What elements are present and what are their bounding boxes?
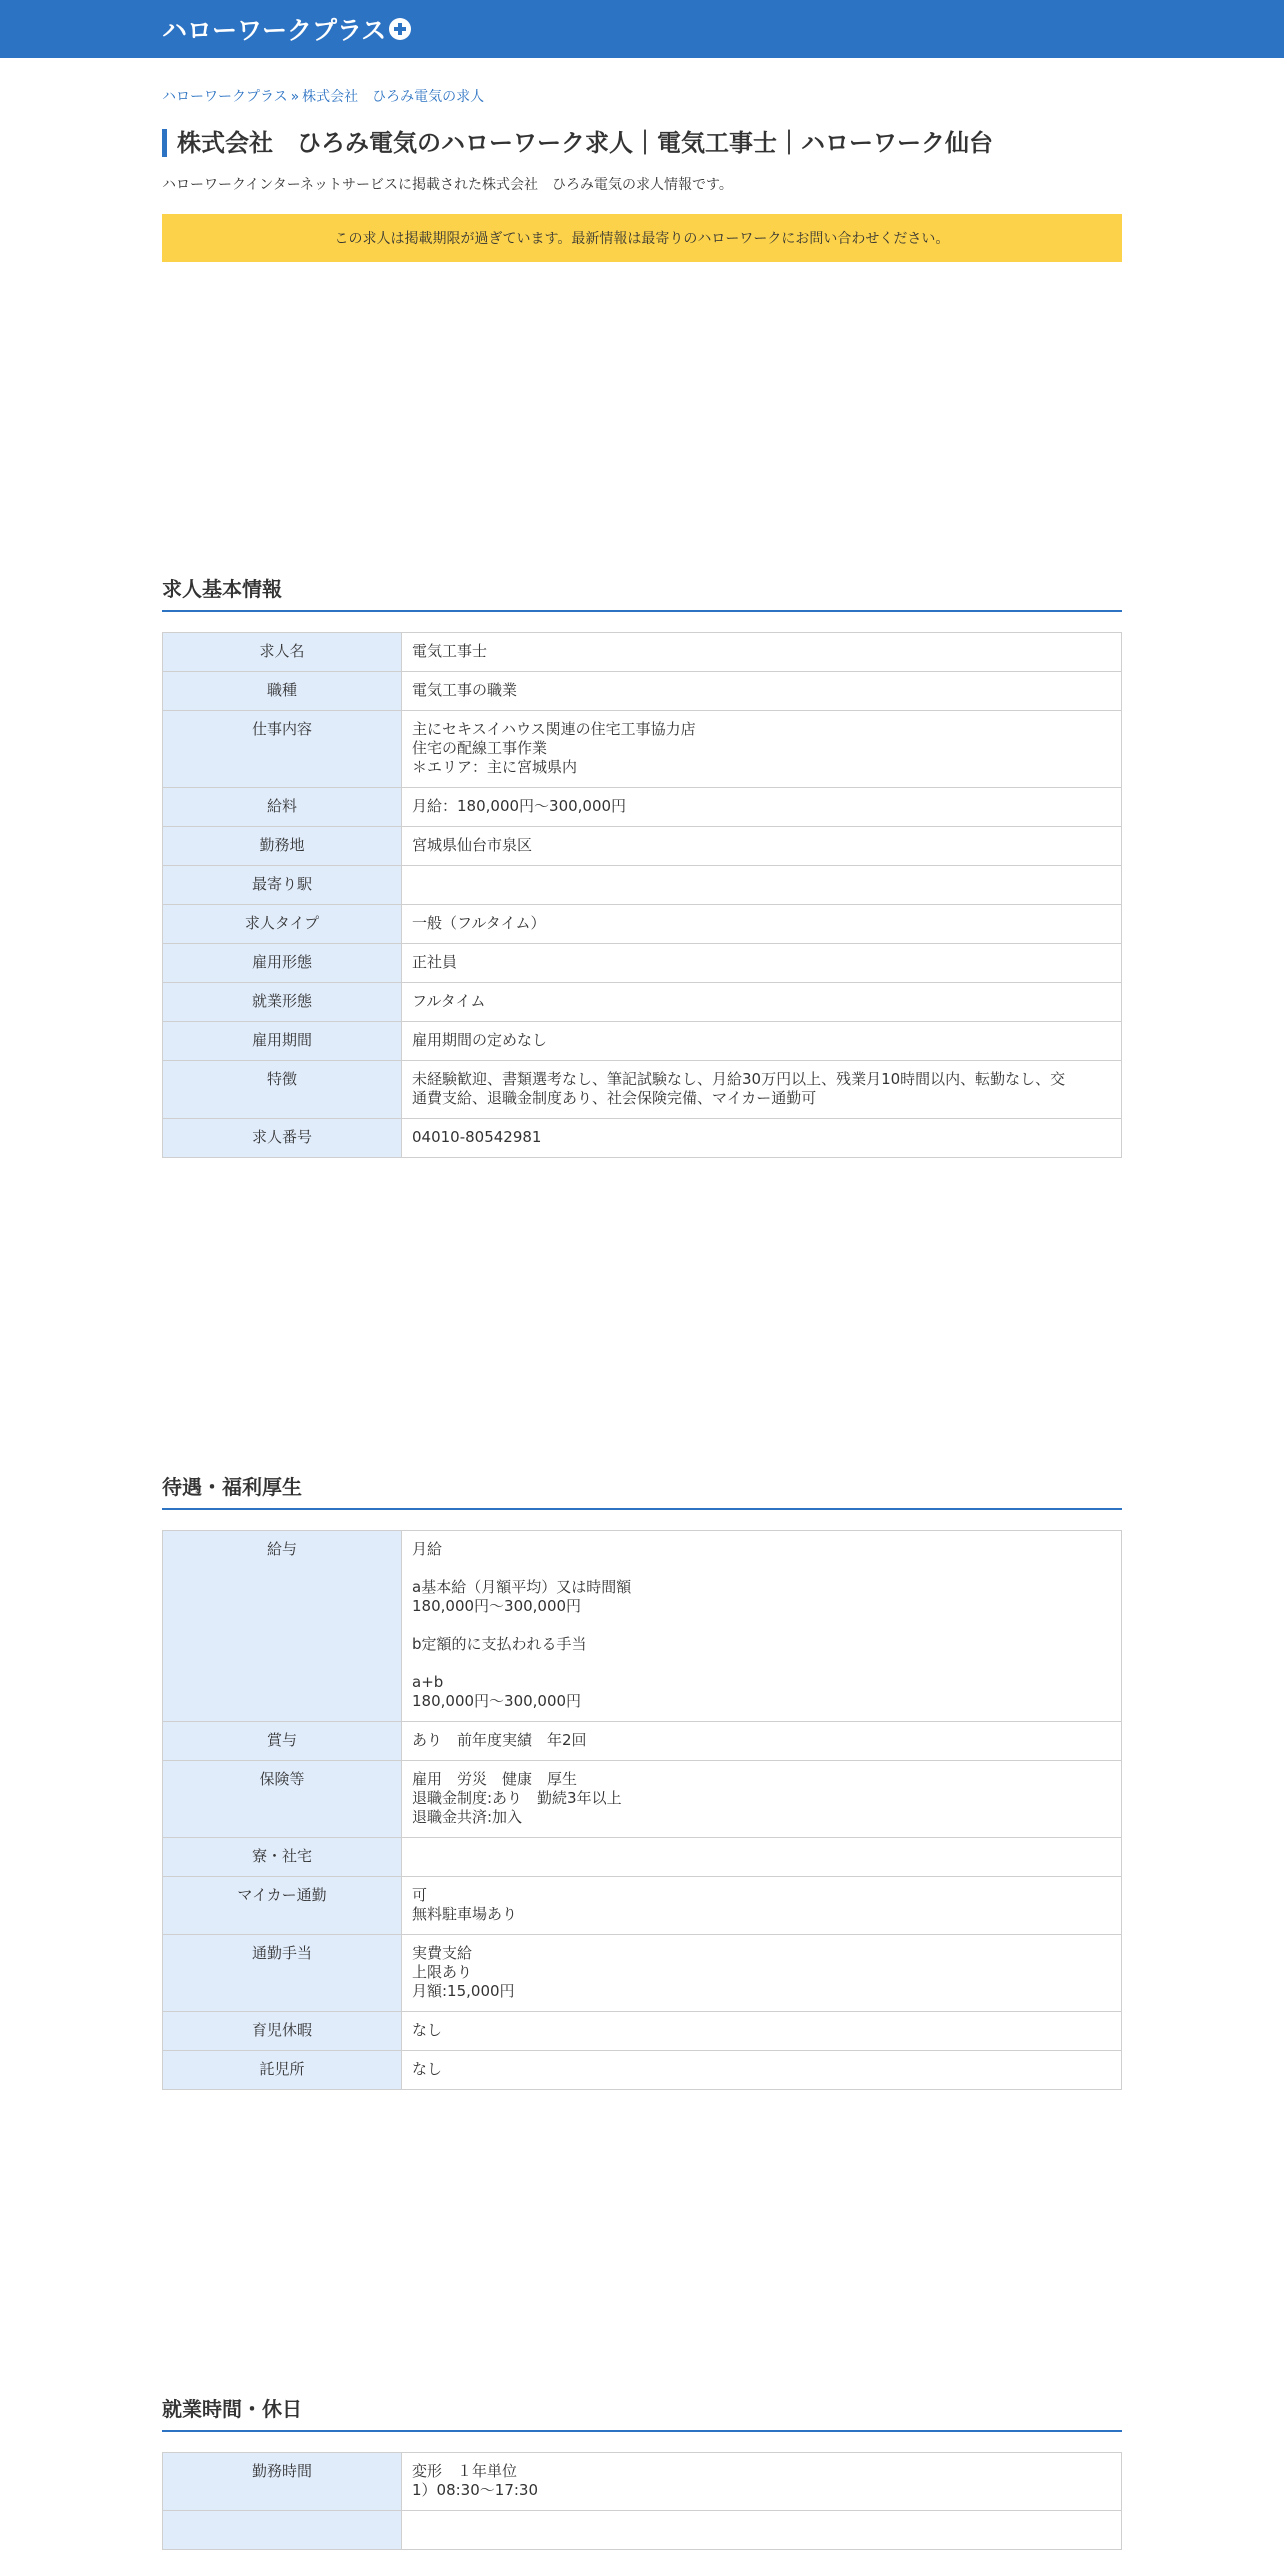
table-row [163, 944, 1122, 983]
value-line: 雇用期間の定めなし [412, 1031, 548, 1049]
value-line: 1）08:30～17:30 [412, 2481, 538, 2499]
site-header [0, 0, 1284, 58]
row-value [402, 2051, 1122, 2090]
table-row [163, 983, 1122, 1022]
row-label: 給料 [163, 788, 402, 827]
value-line [412, 1559, 1111, 1578]
row-label: 仕事内容 [163, 711, 402, 788]
value-line: 電気工事士 [412, 642, 488, 660]
value-line: 正社員 [412, 953, 458, 971]
table-row [163, 1722, 1122, 1761]
row-label: 特徴 [163, 1061, 402, 1119]
row-value [402, 711, 1122, 788]
row-label: 勤務時間 [163, 2453, 402, 2511]
row-label: マイカー通勤 [163, 1877, 402, 1935]
row-label: 最寄り駅 [163, 866, 402, 905]
section-title-hours: 就業時間・休日 [162, 2396, 1122, 2432]
table-row [163, 827, 1122, 866]
row-value [402, 788, 1122, 827]
value-line: 月給：180,000円～300,000円 [412, 797, 627, 815]
row-value [402, 1022, 1122, 1061]
value-line [412, 1654, 1111, 1673]
row-value [402, 2012, 1122, 2051]
table-row [163, 1935, 1122, 2012]
row-value [402, 1838, 1122, 1877]
row-value [402, 1531, 1122, 1722]
breadcrumb-home-link[interactable]: ハローワークプラス [162, 89, 288, 105]
table-row [163, 1022, 1122, 1061]
row-label: 雇用形態 [163, 944, 402, 983]
hours-info-table [162, 2452, 1122, 2550]
value-line: 可 [412, 1886, 428, 1904]
value-line: 04010-80542981 [412, 1128, 542, 1146]
value-line: あり 前年度実績 年2回 [412, 1731, 587, 1749]
value-line: 通費支給、退職金制度あり、社会保険完備、マイカー通勤可 [412, 1089, 817, 1107]
row-value [402, 866, 1122, 905]
value-line [412, 875, 1111, 894]
page-lead-text: ハローワークインターネットサービスに掲載された株式会社 ひろみ電気の求人情報です。 [162, 177, 733, 193]
main-content [162, 87, 1122, 2550]
value-line: 180,000円～300,000円 [412, 1597, 582, 1615]
row-label: 求人番号 [163, 1119, 402, 1158]
table-row [163, 1838, 1122, 1877]
row-label: 託児所 [163, 2051, 402, 2090]
row-label: 育児休暇 [163, 2012, 402, 2051]
row-value [402, 1722, 1122, 1761]
value-line: なし [412, 2060, 443, 2078]
table-row [163, 2012, 1122, 2051]
row-value [402, 1761, 1122, 1838]
row-label: 賞与 [163, 1722, 402, 1761]
row-value [402, 2453, 1122, 2511]
row-value [402, 672, 1122, 711]
table-row [163, 866, 1122, 905]
row-value [402, 1119, 1122, 1158]
value-line: 未経験歓迎、書類選考なし、筆記試験なし、月給30万円以上、残業月10時間以内、転勤なし、交 [412, 1070, 1066, 1088]
row-label: 勤務地 [163, 827, 402, 866]
table-row [163, 2453, 1122, 2511]
breadcrumb [162, 87, 1122, 107]
basic-info-table [162, 632, 1122, 1158]
value-line: 上限あり [412, 1963, 473, 1981]
row-label: 職種 [163, 672, 402, 711]
table-row [163, 788, 1122, 827]
value-line: 雇用 労災 健康 厚生 [412, 1770, 578, 1788]
plus-circle-icon [389, 18, 411, 40]
row-value [402, 944, 1122, 983]
row-label: 求人タイプ [163, 905, 402, 944]
breadcrumb-separator: » [290, 89, 300, 105]
value-line: 宮城県仙台市泉区 [412, 836, 533, 854]
row-value [402, 2511, 1122, 2550]
value-line [412, 2520, 1111, 2539]
table-row [163, 1877, 1122, 1935]
page-title: 株式会社 ひろみ電気のハローワーク求人｜電気工事士｜ハローワーク仙台 [162, 129, 1122, 157]
value-line: 月額:15,000円 [412, 1982, 515, 2000]
breadcrumb-current-link[interactable]: 株式会社 ひろみ電気の求人 [302, 89, 485, 105]
value-line: 月給 [412, 1540, 443, 1558]
value-line: 実費支給 [412, 1944, 473, 1962]
value-line: a基本給（月額平均）又は時間額 [412, 1578, 632, 1596]
value-line: なし [412, 2021, 443, 2039]
value-line: 電気工事の職業 [412, 681, 518, 699]
section-title-basic: 求人基本情報 [162, 576, 1122, 612]
row-label: 寮・社宅 [163, 1838, 402, 1877]
row-value [402, 1061, 1122, 1119]
section-title-welfare: 待遇・福利厚生 [162, 1474, 1122, 1510]
row-label: 就業形態 [163, 983, 402, 1022]
value-line: b定額的に支払われる手当 [412, 1635, 587, 1653]
value-line: 変形 １年単位 [412, 2462, 518, 2480]
table-row [163, 2511, 1122, 2550]
value-line: 退職金制度:あり 勤続3年以上 [412, 1789, 622, 1807]
row-value [402, 1877, 1122, 1935]
row-value [402, 827, 1122, 866]
table-row [163, 1761, 1122, 1838]
row-value [402, 633, 1122, 672]
site-logo[interactable] [162, 11, 411, 47]
value-line: 一般（フルタイム） [412, 914, 546, 932]
table-row [163, 1531, 1122, 1722]
value-line [412, 1616, 1111, 1635]
row-label: 通勤手当 [163, 1935, 402, 2012]
value-line: 180,000円～300,000円 [412, 1692, 582, 1710]
value-line: ＊エリア：主に宮城県内 [412, 758, 578, 776]
row-label: 保険等 [163, 1761, 402, 1838]
row-label: 求人名 [163, 633, 402, 672]
row-value [402, 1935, 1122, 2012]
value-line: 住宅の配線工事作業 [412, 739, 548, 757]
value-line [412, 1847, 1111, 1866]
row-label [163, 2511, 402, 2550]
row-label: 雇用期間 [163, 1022, 402, 1061]
row-value [402, 983, 1122, 1022]
value-line: 退職金共済:加入 [412, 1808, 523, 1826]
table-row [163, 672, 1122, 711]
row-label: 給与 [163, 1531, 402, 1722]
table-row [163, 1061, 1122, 1119]
table-row [163, 905, 1122, 944]
table-row [163, 2051, 1122, 2090]
value-line: 無料駐車場あり [412, 1905, 518, 1923]
table-row [163, 1119, 1122, 1158]
logo-text: ハローワークプラス [162, 16, 387, 45]
value-line: 主にセキスイハウス関連の住宅工事協力店 [412, 720, 696, 738]
row-value [402, 905, 1122, 944]
value-line: a+b [412, 1673, 444, 1691]
value-line: フルタイム [412, 992, 486, 1010]
table-row [163, 633, 1122, 672]
expired-notice-banner: この求人は掲載期限が過ぎています。最新情報は最寄りのハローワークにお問い合わせください。 [162, 214, 1122, 262]
welfare-info-table [162, 1530, 1122, 2090]
table-row [163, 711, 1122, 788]
